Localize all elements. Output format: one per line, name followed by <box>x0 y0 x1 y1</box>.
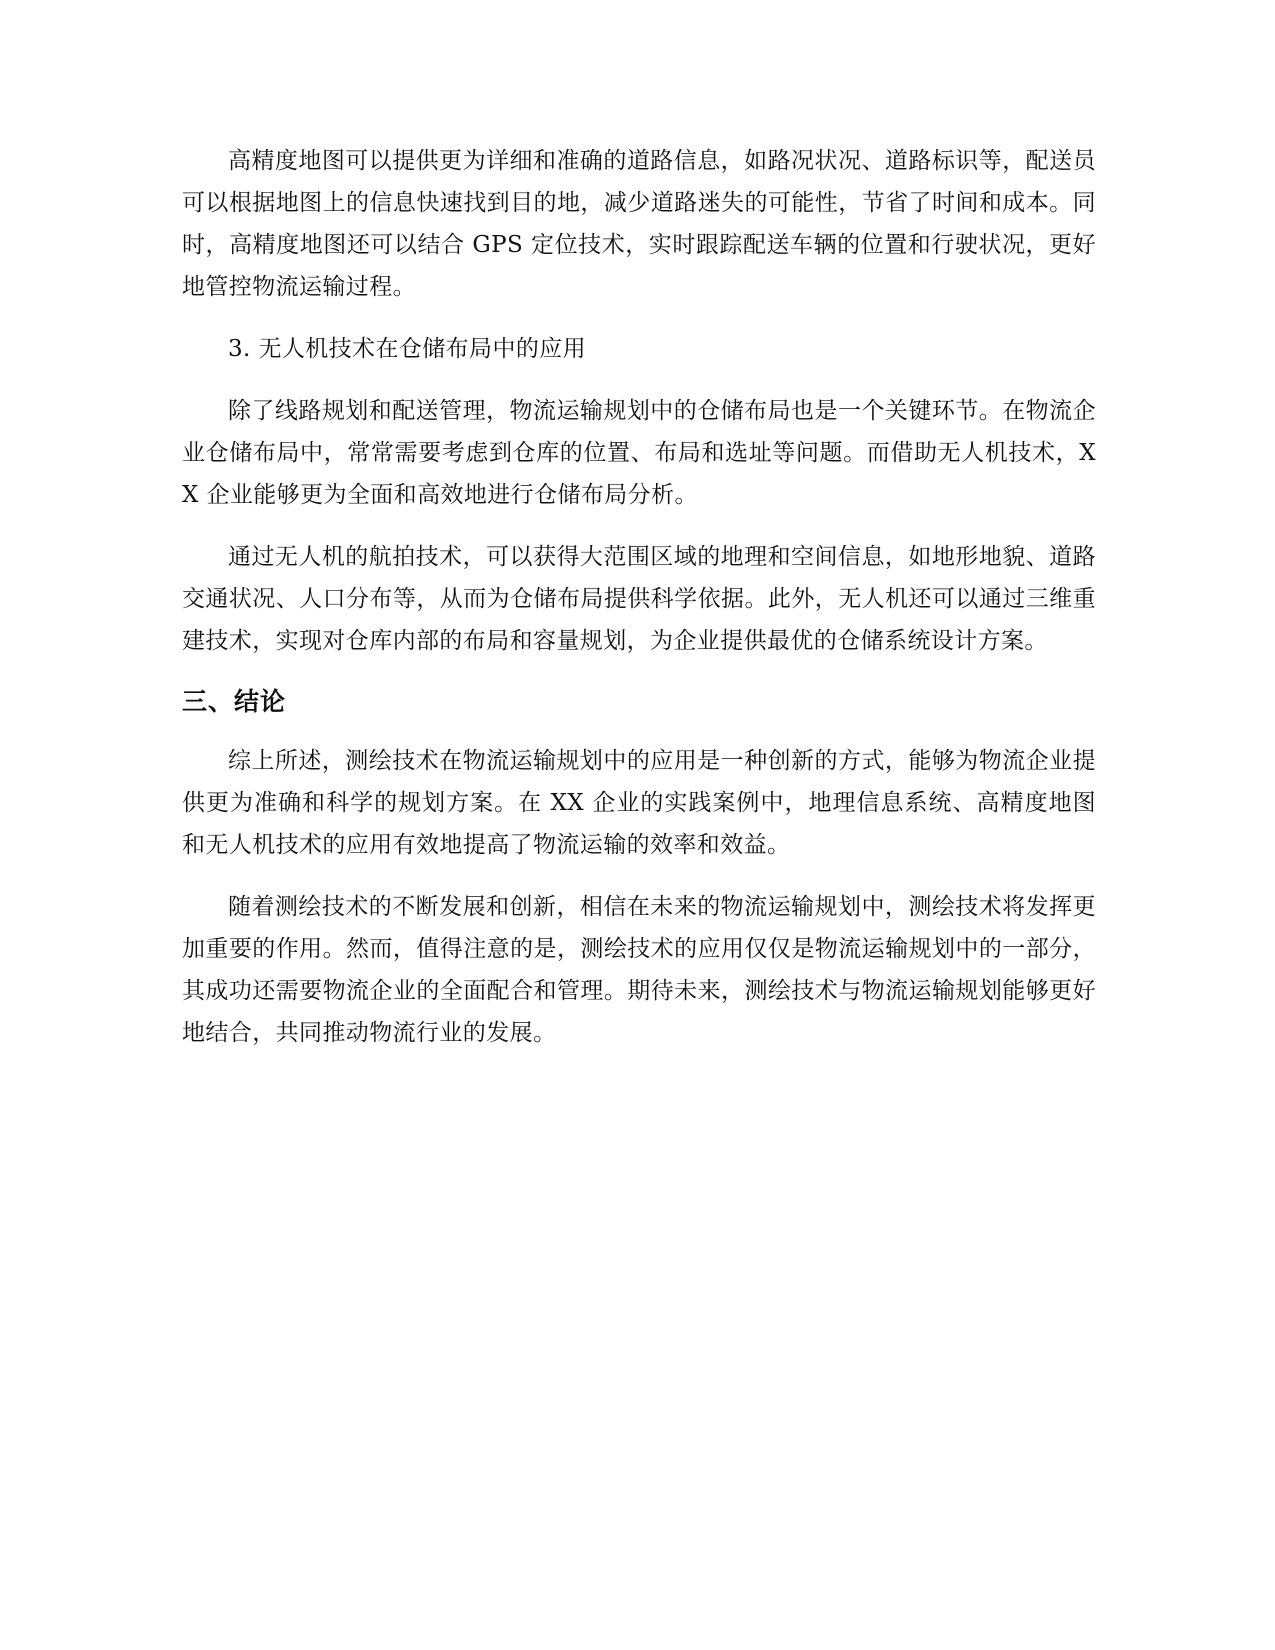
paragraph-conclusion-outlook: 随着测绘技术的不断发展和创新，相信在未来的物流运输规划中，测绘技术将发挥更加重要的作用。然而，值得注意的是，测绘技术的应用仅仅是物流运输规划中的一部分，其成功还需要物流企业的全面配合和管理。期待未来，测绘技术与物流运输规划能够更好地结合，共同推动物流行业的发展。 <box>182 894 1096 1046</box>
paragraph-warehouse-layout: 除了线路规划和配送管理，物流运输规划中的仓储布局也是一个关键环节。在物流企业仓储布局中，常常需要考虑到仓库的位置、布局和选址等问题。而借助无人机技术，XX 企业能够更为全面和高效地进行仓储布局分析。 <box>182 398 1096 508</box>
paragraph-aerial-photography: 通过无人机的航拍技术，可以获得大范围区域的地理和空间信息，如地形地貌、道路交通状况、人口分布等，从而为仓储布局提供科学依据。此外，无人机还可以通过三维重建技术，实现对仓库内部的布局和容量规划，为企业提供最优的仓储系统设计方案。 <box>182 544 1096 654</box>
paragraph-hd-map: 高精度地图可以提供更为详细和准确的道路信息，如路况状况、道路标识等，配送员可以根据地图上的信息快速找到目的地，减少道路迷失的可能性，节省了时间和成本。同时，高精度地图还可以结合 GPS 定位技术，实时跟踪配送车辆的位置和行驶状况，更好地管控物流运输过程。 <box>182 148 1096 300</box>
paragraph-conclusion-summary: 综上所述，测绘技术在物流运输规划中的应用是一种创新的方式，能够为物流企业提供更为准确和科学的规划方案。在 XX 企业的实践案例中，地理信息系统、高精度地图和无人机技术的应用有效地提高了物流运输的效率和效益。 <box>182 748 1096 858</box>
section-heading-conclusion: 三、结论 <box>182 687 287 716</box>
document-page <box>182 140 1096 1074</box>
subheading-drone-warehouse: 3. 无人机技术在仓储布局中的应用 <box>228 336 587 362</box>
